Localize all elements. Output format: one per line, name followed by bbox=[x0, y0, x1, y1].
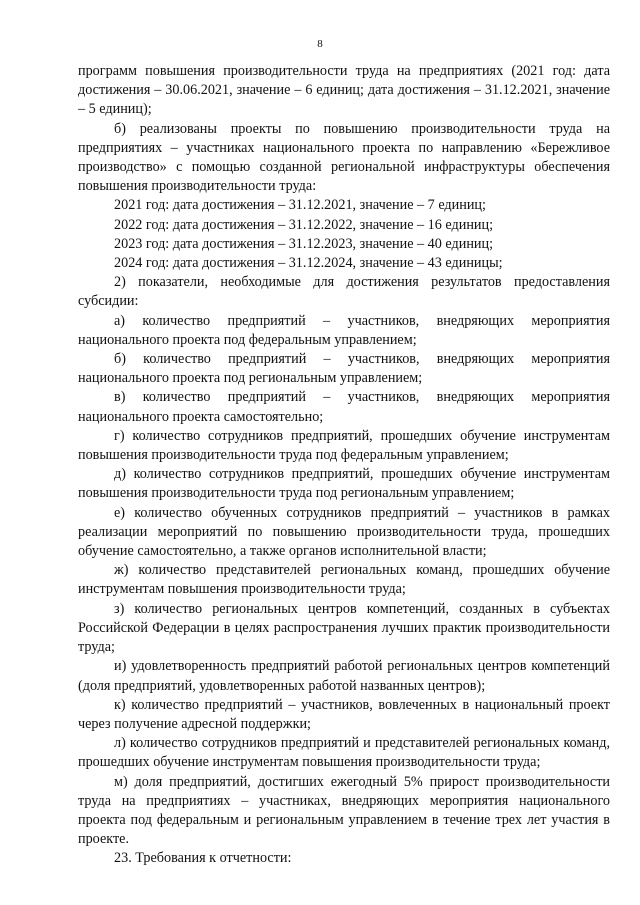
paragraph-year-2021: 2021 год: дата достижения – 31.12.2021, значение – 7 единиц; bbox=[114, 197, 486, 214]
paragraph-indicator-i: и) удовлетворенность предприятий работой региональных центров компетенций (доля предприятий, удовлетворенных работой названных центров); bbox=[78, 658, 610, 694]
paragraph-indicator-zh: ж) количество представителей региональных команд, прошедших обучение инструментам повышения производительности труда; bbox=[78, 562, 610, 598]
paragraph-indicator-k: к) количество предприятий – участников, вовлеченных в национальный проект через получение адресной поддержки; bbox=[78, 696, 610, 732]
paragraph-year-2024: 2024 год: дата достижения – 31.12.2024, значение – 43 единицы; bbox=[114, 255, 503, 272]
paragraph-indicators-heading: 2) показатели, необходимые для достижения результатов предоставления субсидии: bbox=[78, 274, 610, 310]
document-body bbox=[78, 62, 610, 869]
paragraph-indicator-a: а) количество предприятий – участников, внедряющих мероприятия национального проекта под федеральным управлением; bbox=[78, 312, 610, 348]
paragraph-indicator-m: м) доля предприятий, достигших ежегодный 5% прирост производительности труда на предприятиях – участниках, внедряющих мероприятия национального проекта под федеральным и региональным управлением в течение трех лет участия в проекте. bbox=[78, 773, 610, 848]
paragraph-program-continuation: программ повышения производительности труда на предприятиях (2021 год: дата достижения – 30.06.2021, значение – 6 единиц; дата достижения – 31.12.2021, значение – 5 единиц); bbox=[78, 63, 610, 118]
paragraph-indicator-l: л) количество сотрудников предприятий и представителей региональных команд, прошедших обучение инструментам повышения производительности труда; bbox=[78, 735, 610, 771]
paragraph-year-2022: 2022 год: дата достижения – 31.12.2022, значение – 16 единиц; bbox=[114, 216, 494, 233]
paragraph-indicator-e: е) количество обученных сотрудников предприятий – участников в рамках реализации мероприятий по повышению производительности труда, прошедших обучение самостоятельно, а также органов исполнительной власти; bbox=[78, 504, 610, 560]
paragraph-indicator-v: в) количество предприятий – участников, внедряющих мероприятия национального проекта самостоятельно; bbox=[78, 389, 610, 425]
paragraph-reporting-requirements: 23. Требования к отчетности: bbox=[114, 850, 292, 867]
paragraph-indicator-g: г) количество сотрудников предприятий, прошедших обучение инструментам повышения производительности труда под федеральным управлением; bbox=[78, 427, 610, 464]
paragraph-indicator-b: б) количество предприятий – участников, внедряющих мероприятия национального проекта под региональным управлением; bbox=[78, 351, 610, 387]
paragraph-indicator-d: д) количество сотрудников предприятий, прошедших обучение инструментам повышения производительности труда под региональным управлением; bbox=[78, 466, 610, 502]
paragraph-item-b-projects: б) реализованы проекты по повышению производительности труда на предприятиях – участниках национального проекта по направлению «Бережливое производство» с помощью созданной региональной инфраструктуры обеспечения повышения производительности труда: bbox=[78, 120, 610, 195]
paragraph-year-2023: 2023 год: дата достижения – 31.12.2023, значение – 40 единиц; bbox=[114, 235, 494, 252]
paragraph-indicator-z: з) количество региональных центров компетенций, созданных в субъектах Российской Федерации в целях распространения лучших практик производительности труда; bbox=[78, 600, 610, 656]
page-number: 8 bbox=[317, 38, 323, 50]
